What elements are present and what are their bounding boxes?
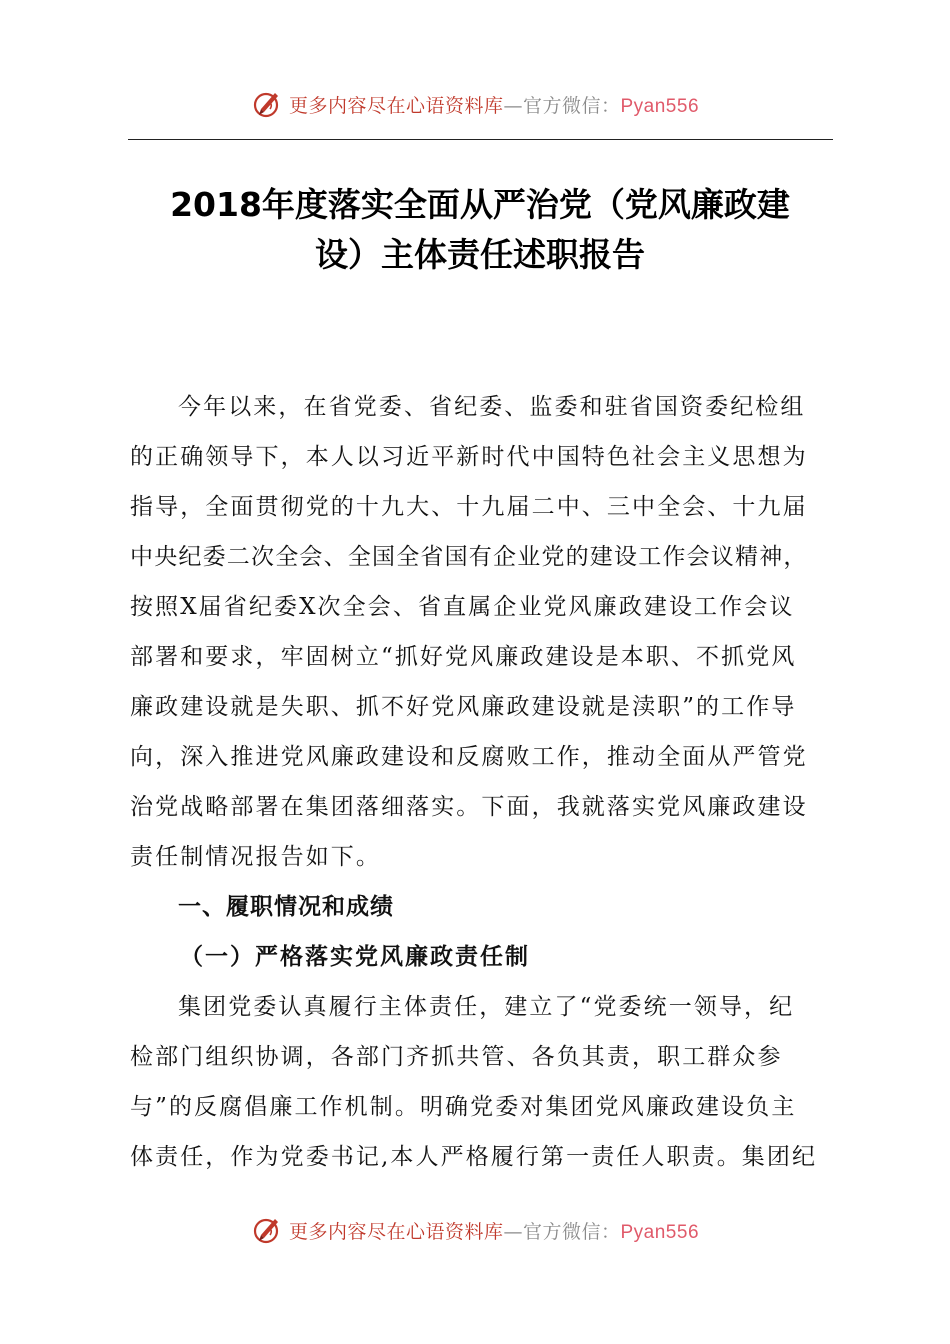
document-title	[130, 180, 830, 280]
intro-line-8: 向，深入推进党风廉政建设和反腐败工作，推动全面从严管党	[130, 744, 808, 770]
para2-line-1: 集团党委认真履行主体责任，建立了“党委统一领导，纪	[178, 994, 795, 1020]
intro-line-6: 部署和要求，牢固树立“抓好党风廉政建设是本职、不抓党风	[130, 644, 797, 670]
para2-line-4: 体责任，作为党委书记,本人严格履行第一责任人职责。集团纪	[130, 1144, 818, 1170]
intro-line-9: 治党战略部署在集团落细落实。下面，我就落实党风廉政建设	[130, 794, 808, 820]
intro-line-5: 按照X届省纪委X次全会、省直属企业党风廉政建设工作会议	[130, 594, 795, 620]
footer-wechat-label: —官方微信：	[503, 1220, 621, 1243]
section-1-heading: 一、履职情况和成绩	[178, 894, 394, 920]
pen-logo-icon	[251, 1213, 285, 1247]
title-line-2: 设）主体责任述职报告	[315, 235, 645, 274]
title-line-1: 2018年度落实全面从严治党（党风廉政建	[170, 185, 790, 224]
para2-line-2: 检部门组织协调，各部门齐抓共管、各负其责，职工群众参	[130, 1044, 783, 1070]
pen-logo-icon	[251, 87, 285, 121]
intro-line-3: 指导，全面贯彻党的十九大、十九届二中、三中全会、十九届	[130, 494, 808, 520]
intro-line-2: 的正确领导下，本人以习近平新时代中国特色社会主义思想为	[130, 444, 808, 470]
intro-line-7: 廉政建设就是失职、抓不好党风廉政建设就是渎职”的工作导	[130, 694, 797, 720]
footer-banner-text	[289, 1217, 699, 1244]
document-body	[130, 382, 840, 1182]
footer-site-name: 更多内容尽在心语资料库	[288, 1220, 504, 1243]
header-wechat-id: Pyan556	[620, 95, 700, 117]
footer-wechat-id: Pyan556	[620, 1221, 700, 1243]
header-divider	[128, 139, 833, 140]
subsection-1-heading: （一）严格落实党风廉政责任制	[180, 943, 530, 970]
header-site-name: 更多内容尽在心语资料库	[288, 94, 504, 117]
header-banner-text	[289, 91, 699, 118]
footer-banner	[0, 1210, 950, 1250]
intro-line-4: 中央纪委二次全会、全国全省国有企业党的建设工作会议精神，	[130, 544, 808, 570]
header-wechat-label: —官方微信：	[503, 94, 621, 117]
header-banner	[0, 84, 950, 124]
intro-line-1: 今年以来，在省党委、省纪委、监委和驻省国资委纪检组	[178, 394, 806, 420]
para2-line-3: 与”的反腐倡廉工作机制。明确党委对集团党风廉政建设负主	[130, 1094, 797, 1120]
intro-line-10: 责任制情况报告如下。	[130, 844, 381, 870]
